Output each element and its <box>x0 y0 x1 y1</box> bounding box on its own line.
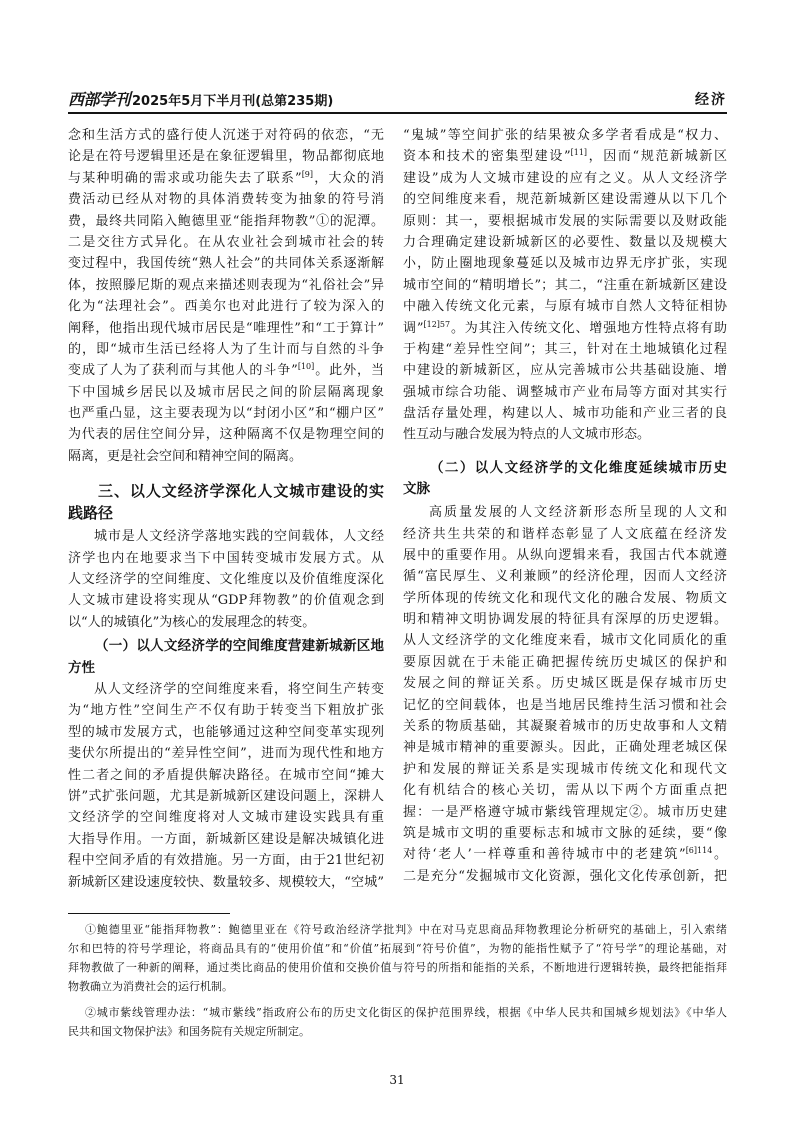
text-line: 筑是城市文明的重要标志和城市文脉的延续，要“像 <box>403 826 727 841</box>
text-line: 二是充分“发掘城市文化资源，强化文化传承创新，把 <box>403 868 727 884</box>
text-line: 新城新区建设速度较快、数量较多、规模较大，“空城” <box>68 874 384 890</box>
text-line: 从人文经济学的空间维度来看，将空间生产转变 <box>94 681 384 697</box>
text-line: 二是交往方式异化。在从农业社会到城市社会的转 <box>68 234 384 250</box>
text-line: 中融入传统文化元素，与原有城市自然人文特征相协 <box>403 299 727 315</box>
text-line: 城市空间的“精明增长”；其二，“注重在新城新区建设 <box>403 277 727 293</box>
citation-ref: [11] <box>570 148 588 158</box>
text-line: 饼”式扩张问题，尤其是新城新区建设问题上，深耕人 <box>68 788 384 804</box>
subsection-heading <box>68 636 384 679</box>
text-line: 于构建“差异性空间”；其三，针对在土地城镇化过程 <box>403 341 727 357</box>
footnote-line: 拜物教做了一种新的阐释，通过类比商品的使用价值和交换价值与符号的所指和能指的关系，不断地进行逻辑转换，最终把能指拜 <box>68 960 727 974</box>
footnote <box>68 920 727 996</box>
text-line: 原则：其一，要根据城市发展的实际需要以及财政能 <box>403 213 727 229</box>
footnote <box>68 1003 727 1041</box>
left-column <box>68 125 384 893</box>
text-line: 费，最终共同陷入鲍德里亚“能指拜物教”①的泥潭。 <box>68 213 384 229</box>
footnote-line: ①鲍德里亚“能指拜物教”：鲍德里亚在《符号政治经济学批判》中在对马克思商品拜物教理论分析研究的基础上，引入索绪 <box>85 922 727 936</box>
footnote-line: ②城市紫线管理办法：“城市紫线”指政府公布的历史文化街区的保护范围界线，根据《中华人民共和国城乡规划法》《中华人 <box>85 1005 727 1019</box>
text-line: 阐释，他指出现代城市居民是“唯理性”和“工于算计” <box>68 320 384 336</box>
paragraph <box>68 125 384 467</box>
citation-ref: [12]57 <box>423 319 451 329</box>
text-line: 盘活存量处理，构建以人、城市功能和产业三者的良 <box>403 406 727 422</box>
text-line: 也严重凸显，这主要表现为以“封闭小区”和“棚户区” <box>68 406 384 422</box>
text-line: 学所体现的传统文化和现代文化的融合发展、物质文 <box>403 590 727 606</box>
text-line: 下中国城乡居民以及城市居民之间的阶层隔离现象 <box>68 384 384 400</box>
text-line: 性互动与融合发展为特点的人文城市形态。 <box>403 427 651 443</box>
text-line: “鬼城”等空间扩张的结果被众多学者看成是“权力、 <box>403 128 727 143</box>
text-line: 斐伏尔所提出的“差异性空间”，进而为现代性和地方 <box>68 746 384 762</box>
footnote-line: 尔和巴特的符号学理论，将商品具有的“使用价值”和“价值”拓展到“符号价值”，为物的能指性赋予了“符号学”的理论基础，对 <box>68 941 727 955</box>
right-column <box>403 125 727 887</box>
heading-line: 方性 <box>68 659 95 676</box>
heading-line: （二）以人文经济学的文化维度延续城市历史 <box>430 459 727 476</box>
text-line: 循“富民厚生、义利兼顾”的经济伦理，因而人文经济 <box>403 569 727 585</box>
text-line: 明和精神文明协调发展的特征具有深厚的历史逻辑。 <box>403 612 727 628</box>
footnote-line: 物教确立为消费社会的运行机制。 <box>68 979 233 993</box>
text-run: 。为其注入传统文化、增强地方性特点将有助 <box>450 320 727 336</box>
text-line: 大指导作用。一方面，新城新区建设是解决城镇化进 <box>68 831 384 847</box>
text-line: 文经济学的空间维度将对人文城市建设实践具有重 <box>68 810 384 826</box>
text-line: 关系的物质基础，其凝聚着城市的历史故事和人文精 <box>403 719 727 735</box>
text-line: 城市是人文经济学落地实践的空间载体，人文经 <box>94 529 384 545</box>
heading-line: 文脉 <box>403 481 430 498</box>
text-line: 力合理确定建设新城新区的必要性、数量以及规模大 <box>403 234 727 250</box>
text-line: 强城市综合功能、调整城市产业布局等方面对其实行 <box>403 384 727 400</box>
text-line <box>403 318 727 339</box>
text-line: 从人文经济学的文化维度来看，城市文化同质化的重 <box>403 633 727 649</box>
text-line <box>68 360 384 381</box>
text-line: 建设”成为人文城市建设的应有之义。从人文经济学 <box>403 170 727 186</box>
text-line: 为代表的居住空间分异，这种隔离不仅是物理空间的 <box>68 427 384 443</box>
text-line: 以“人的城镇化”为核心的发展理念的转变。 <box>68 614 316 630</box>
section-label: 经济 <box>695 92 727 108</box>
text-line: 握：一是严格遵守城市紫线管理规定②。城市历史建 <box>403 804 727 820</box>
paragraph <box>403 502 727 887</box>
text-line: 神是城市精神的重要源头。因此，正确处理老城区保 <box>403 740 727 756</box>
citation-ref: [10] <box>297 362 315 372</box>
text-line: 程中空间矛盾的有效措施。另一方面，由于21世纪初 <box>68 853 384 869</box>
text-line <box>403 844 727 865</box>
text-line: 念和生活方式的盛行使人沉迷于对符码的依恋，“无 <box>68 128 384 143</box>
paragraph <box>68 679 384 893</box>
text-line: 的空间维度来看，规范新城新区建设需遵从以下几个 <box>403 192 727 208</box>
text-line: 化有机结合的核心关切，需从以下两个方面重点把 <box>403 783 727 799</box>
text-line: 型的城市发展方式，也能够通过这种空间变革实现列 <box>68 724 384 740</box>
page-number: 31 <box>389 1073 405 1087</box>
issue-info: 2025年5月下半月刊(总第235期) <box>132 94 334 109</box>
text-line: 小，防止圈地现象蔓延以及城市边界无序扩张，实现 <box>403 256 727 272</box>
text-run: 与某种明确的需求或功能失去了联系” <box>68 170 302 186</box>
paragraph <box>403 125 727 446</box>
text-line: 记忆的空间载体，也是当地居民维持生活习惯和社会 <box>403 697 727 713</box>
text-run: 调” <box>403 320 424 336</box>
text-line: 高质量发展的人文经济新形态所呈现的人文和 <box>429 505 727 521</box>
text-line: 为“地方性”空间生产不仅有助于转变当下粗放扩张 <box>68 703 384 719</box>
text-run: 资本和技术的密集型建设” <box>403 149 571 165</box>
citation-ref: [6]114 <box>685 846 713 856</box>
heading-line: （一）以人文经济学的空间维度营建新城新区地 <box>95 638 384 655</box>
running-header <box>68 88 727 114</box>
text-line: 化为“法理社会”。西美尔也对此进行了较为深入的 <box>68 299 384 315</box>
text-line: 变过程中，我国传统“熟人社会”的共同体关系逐渐解 <box>68 256 384 272</box>
text-run: 对待‘老人’一样尊重和善待城市中的老建筑” <box>403 847 686 863</box>
text-line: 的，即“城市生活已经将人为了生计而与自然的斗争 <box>68 341 384 357</box>
section-heading <box>68 480 384 524</box>
text-line <box>68 168 384 189</box>
text-line: 人文经济学的空间维度、文化维度以及价值维度深化 <box>68 572 384 588</box>
text-line: 经济共生共荣的和谐样态彰显了人文底蕴在经济发 <box>403 526 727 542</box>
subsection-heading <box>403 458 727 501</box>
text-line: 体，按照滕尼斯的观点来描述则表现为“礼俗社会”异 <box>68 277 384 293</box>
footnotes <box>68 920 727 1041</box>
text-run: 。此外，当 <box>314 363 384 379</box>
footnote-line: 民共和国文物保护法》和国务院有关规定所制定。 <box>68 1024 310 1038</box>
heading-line: 三、以人文经济学深化人文城市建设的实 <box>98 482 384 501</box>
text-line: 论是在符号逻辑里还是在象征逻辑里，物品都彻底地 <box>68 149 384 165</box>
footnote-divider <box>68 913 230 914</box>
text-line: 要原因就在于未能正确把握传统历史城区的保护和 <box>403 654 727 670</box>
text-line: 隔离，更是社会空间和精神空间的隔离。 <box>68 448 303 464</box>
text-run: 变成了人为了获利而与其他人的斗争” <box>68 363 298 379</box>
text-line: 人文城市建设将实现从“GDP拜物教”的价值观念到 <box>68 593 384 609</box>
text-line: 展中的重要作用。从纵向逻辑来看，我国古代本就遵 <box>403 547 727 563</box>
text-line: 费活动已经从对物的具体消费转变为抽象的符号消 <box>68 192 384 208</box>
paragraph <box>68 526 384 633</box>
text-line: 性二者之间的矛盾提供解决路径。在城市空间“摊大 <box>68 767 384 783</box>
text-line <box>403 146 727 167</box>
text-line: 济学也内在地要求当下中国转变城市发展方式。从 <box>68 550 384 566</box>
text-line: 中建设的新城新区，应从完善城市公共基础设施、增 <box>403 363 727 379</box>
text-line: 护和发展的辩证关系是实现城市传统文化和现代文 <box>403 761 727 777</box>
citation-ref: [9] <box>301 169 314 179</box>
text-line: 发展之间的辩证关系。历史城区既是保存城市历史 <box>403 676 727 692</box>
text-run: 。 <box>712 847 727 863</box>
text-run: ，因而“规范新城新区 <box>587 149 727 165</box>
heading-line: 践路径 <box>68 504 114 523</box>
journal-logo: 西部学刊 <box>68 90 131 109</box>
text-run: ，大众的消 <box>313 170 384 186</box>
